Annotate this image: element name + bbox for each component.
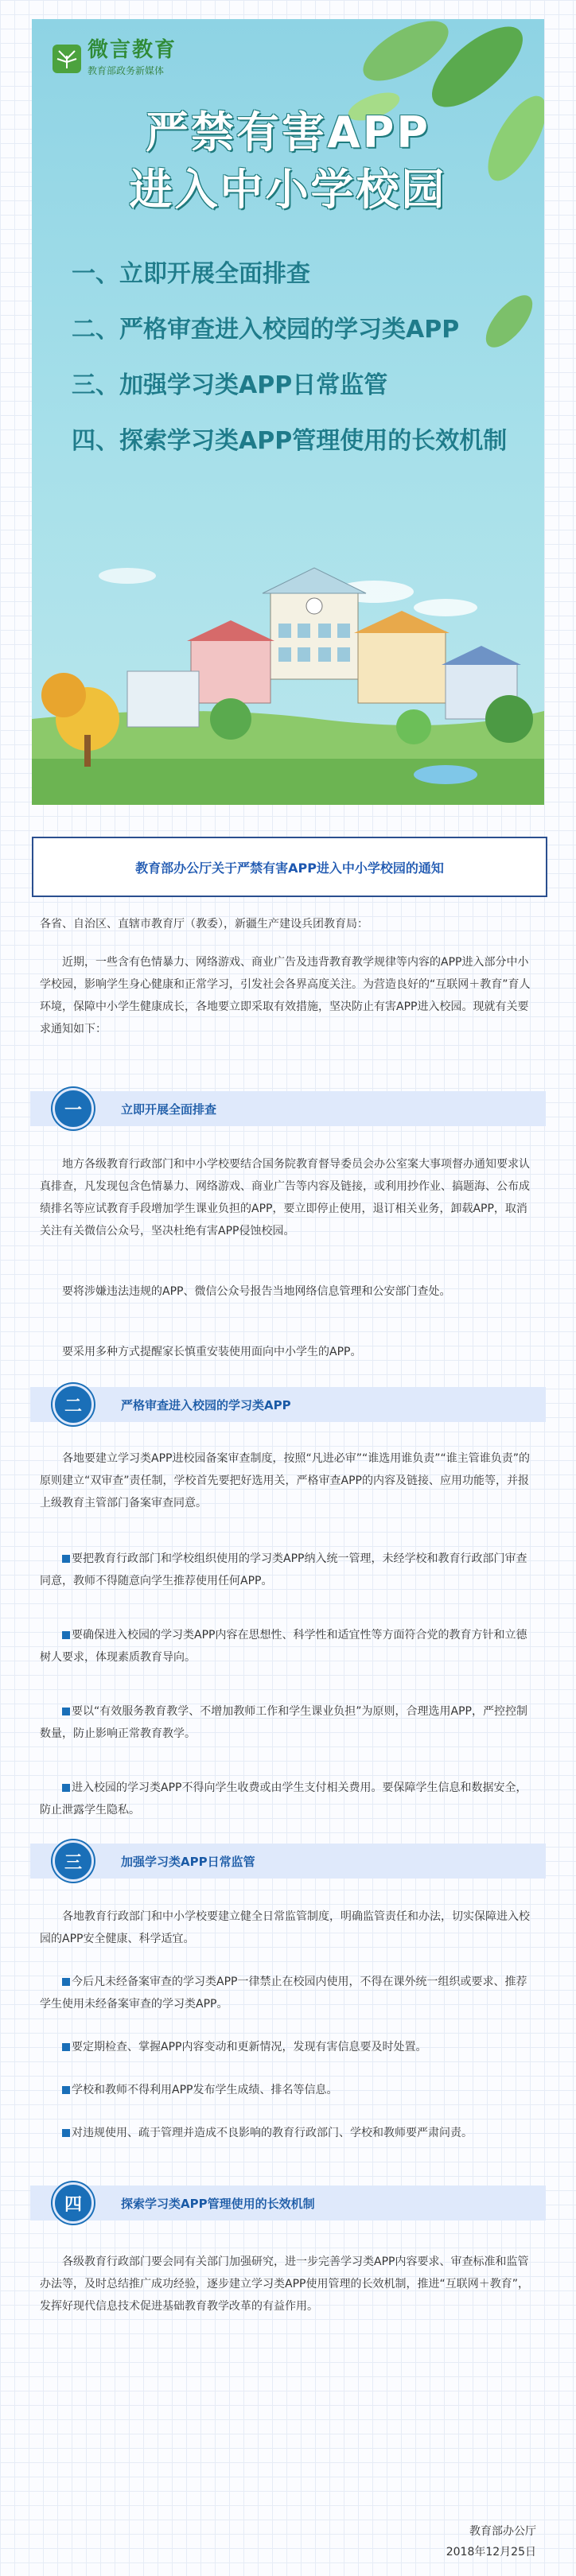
section-number-badge: 四 (53, 2182, 94, 2224)
tree-green (210, 698, 251, 740)
poster-points (72, 258, 517, 480)
section-paragraph: 各地要建立学习类APP进校园备案审查制度，按照“凡进必审”“谁选用谁负责”“谁主管谁负责”的原则建立“双审查”责任制，学校首先要把好选用关，严格审查APP的内容及链接、应用功能等，并报上级教育主管部门备案审查同意。 (40, 1452, 530, 1509)
tree-green (485, 695, 533, 743)
signature (446, 2521, 536, 2562)
poster-point: 四、 探索学习类APP管理使用的长效机制 (72, 427, 508, 455)
section-paragraph: 地方各级教育行政部门和中小学校要结合国务院教育督导委员会办公室案大事项督办通知要求认真排查，凡发现包含色情暴力、网络游戏、商业广告等内容及链接，或利用抄作业、搞题海、公布成绩排名等应试教育手段增加学生课业负担的APP，要立即停止使用，退订相关业务，卸载APP，取消关注有关微信公众号，坚决杜绝有害APP侵蚀校园。 (40, 1158, 530, 1237)
section-header-2 (30, 1387, 546, 1422)
bullet-icon (62, 2043, 70, 2051)
section-number-badge: 二 (53, 1384, 94, 1425)
salutation: 各省、自治区、直辖市教育厅（教委），新疆生产建设兵团教育局： (40, 918, 368, 931)
poster-title-line2: 进入中小学校园 (129, 165, 447, 215)
section-title: 严格审查进入校园的学习类APP (121, 1397, 291, 1412)
poster-point: 一、 立即开展全面排查 (72, 260, 310, 288)
logo-subtitle: 教育部政务新媒体 (88, 65, 165, 76)
notice-title: 教育部办公厅关于严禁有害APP进入中小学校园的通知 (135, 860, 444, 876)
section-paragraph: 今后凡未经备案审查的学习类APP一律禁止在校园内使用，不得在课外统一组织或要求、推荐学生使用未经备案审查的学习类APP。 (40, 1976, 527, 2011)
bullet-icon (62, 1708, 70, 1715)
section-paragraph: 进入校园的学习类APP不得向学生收费或由学生支付相关费用。要保障学生信息和数据安全，防止泄露学生隐私。 (40, 1781, 527, 1816)
bullet-icon (62, 2129, 70, 2137)
cloud-icon (99, 568, 156, 584)
signature-org: 教育部办公厅 (469, 2525, 536, 2538)
bullet-icon (62, 1978, 70, 1986)
section-paragraph: 要以“有效服务教育教学、不增加教师工作和学生课业负担”为原则，合理选用APP，严控控制数量，防止影响正常教育教学。 (40, 1705, 527, 1740)
poster-title-line1: 严禁有害APP (146, 107, 430, 157)
section-number-badge: 三 (53, 1840, 94, 1882)
school-roof (263, 568, 366, 593)
bullet-icon (62, 1555, 70, 1563)
clock-icon (306, 598, 322, 614)
section-paragraph: 对违规使用、疏于管理并造成不良影响的教育行政部门、学校和教师要严肃问责。 (40, 2122, 536, 2144)
grass-strip (32, 759, 544, 805)
bullet-icon (62, 1784, 70, 1792)
roof-red (187, 620, 274, 641)
section-paragraph: 各地教育行政部门和中小学校要建立健全日常监管制度，明确监管责任和办法，切实保障进入校园的APP安全健康、科学适宜。 (40, 1910, 530, 1945)
building-right (358, 631, 446, 703)
bullet-icon (62, 2086, 70, 2094)
pond-shape (414, 765, 477, 784)
logo (53, 40, 177, 77)
intro-paragraph: 近期，一些含有色情暴力、网络游戏、商业广告及违背教育教学规律等内容的APP进入部分中小学校园，影响学生身心健康和正常学习，引发社会各界高度关注。为营造良好的“互联网＋教育”育人环境，保障中小学生健康成长，各地要立即采取有效措施，坚决防止有害APP进入校园。现就有关要求通知如下： (40, 956, 531, 1035)
poster-banner (32, 19, 544, 805)
section-paragraph: 要将涉嫌违法违规的APP、微信公众号报告当地网络信息管理和公安部门查处。 (62, 1285, 451, 1298)
section-paragraph: 学校和教师不得利用APP发布学生成绩、排名等信息。 (40, 2079, 536, 2101)
logo-title: 微言教育 (88, 38, 177, 62)
section-paragraph: 要把教育行政部门和学校组织使用的学习类APP纳入统一管理，未经学校和教育行政部门审查同意，教师不得随意向学生推荐使用任何APP。 (40, 1552, 527, 1587)
logo-mark-icon (53, 45, 81, 73)
tree-orange (41, 673, 86, 717)
section-title: 探索学习类APP管理使用的长效机制 (121, 2196, 315, 2211)
section-header-1 (30, 1091, 546, 1126)
poster-point: 二、 严格审查进入校园的学习类APP (72, 316, 460, 344)
poster-point: 三、 加强学习类APP日常监管 (72, 371, 388, 399)
signature-date: 2018年12月25日 (446, 2546, 536, 2559)
section-title: 加强学习类APP日常监管 (121, 1854, 255, 1869)
cloud-icon (414, 599, 477, 616)
notice-title-box (32, 837, 547, 897)
section-paragraph: 要定期检查、掌握APP内容变动和更新情况，发现有害信息要及时处置。 (40, 2036, 536, 2058)
section-paragraph: 要采用多种方式提醒家长慎重安装使用面向中小学生的APP。 (62, 1346, 362, 1358)
bullet-icon (62, 1631, 70, 1639)
section-paragraph: 要确保进入校园的学习类APP内容在思想性、科学性和适宜性等方面符合党的教育方针和立德树人要求，体现素质教育导向。 (40, 1629, 527, 1664)
section-title: 立即开展全面排查 (121, 1102, 217, 1117)
section-header-4 (30, 2186, 546, 2220)
section-header-3 (30, 1844, 546, 1879)
building-small (127, 671, 199, 727)
section-number-badge: 一 (53, 1088, 94, 1129)
roof-blue (442, 646, 521, 665)
section-paragraph: 各级教育行政部门要会同有关部门加强研究，进一步完善学习类APP内容要求、审查标准和监管办法等，及时总结推广成功经验，逐步建立学习类APP使用管理的长效机制，推进“互联网＋教育”，发挥好现代信息技术促进基础教育教学改革的有益作用。 (40, 2255, 529, 2313)
building-left (191, 639, 270, 703)
tree-green (396, 709, 431, 744)
